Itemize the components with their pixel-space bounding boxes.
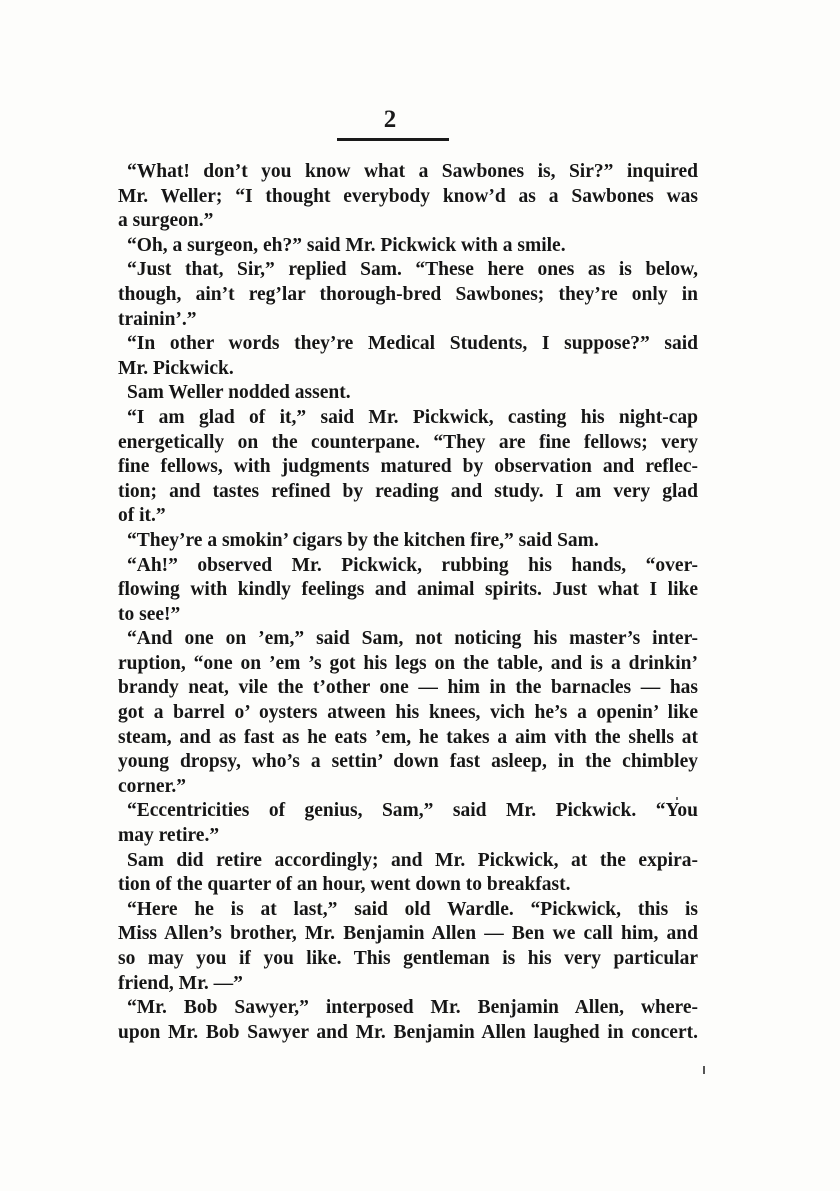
text-line: Sam Weller nodded assent. <box>127 382 351 404</box>
text-line: trainin’.” <box>118 308 197 330</box>
text-line: “In other words they’re Medical Students, I suppose?” said <box>127 333 698 355</box>
text-line: of it.” <box>118 505 166 527</box>
text-line: ruption, “one on ’em ’s got his legs on the table, and is a drinkin’ <box>118 652 698 674</box>
text-line: tion of the quarter of an hour, went down to breakfast. <box>118 874 571 896</box>
text-line: tion; and tastes refined by reading and study. I am very glad <box>118 480 698 502</box>
text-line: Sam did retire accordingly; and Mr. Pickwick, at the expira- <box>127 849 698 871</box>
text-line: corner.” <box>118 775 187 797</box>
text-line: “Mr. Bob Sawyer,” interposed Mr. Benjamin Allen, where- <box>127 997 698 1019</box>
text-line: Mr. Weller; “I thought everybody know’d as a Sawbones was <box>118 185 698 207</box>
text-line: got a barrel o’ oysters atween his knees, vich he’s a openin’ like <box>118 702 698 724</box>
text-line: though, ain’t reg’lar thorough-bred Sawbones; they’re only in <box>118 283 698 305</box>
text-line: flowing with kindly feelings and animal spirits. Just what I like <box>118 579 698 601</box>
text-line: “And one on ’em,” said Sam, not noticing his master’s inter- <box>127 628 698 650</box>
text-line: brandy neat, vile the t’other one — him in the barnacles — has <box>118 677 698 699</box>
text-line: “They’re a smokin’ cigars by the kitchen fire,” said Sam. <box>127 529 599 551</box>
text-line: “Eccentricities of genius, Sam,” said Mr. Pickwick. “You <box>127 800 698 822</box>
page-number-rule <box>337 138 449 141</box>
text-line: upon Mr. Bob Sawyer and Mr. Benjamin Allen laughed in concert. <box>118 1021 698 1043</box>
text-line: “I am glad of it,” said Mr. Pickwick, casting his night-cap <box>127 406 698 428</box>
page-number: 2 <box>383 106 397 133</box>
text-line: so may you if you like. This gentleman is his very particular <box>118 948 698 969</box>
text-line: to see!” <box>118 603 181 625</box>
text-line: “Here he is at last,” said old Wardle. “Pickwick, this is <box>127 898 698 920</box>
text-line: “Ah!” observed Mr. Pickwick, rubbing his hands, “over- <box>127 554 698 576</box>
text-line: Mr. Pickwick. <box>118 357 234 379</box>
text-line: fine fellows, with judgments matured by observation and reflec- <box>118 456 698 478</box>
margin-mark <box>703 1066 705 1074</box>
text-line: friend, Mr. —” <box>118 972 243 994</box>
text-line: may retire.” <box>118 825 220 847</box>
body-text <box>118 160 698 1045</box>
text-line: a surgeon.” <box>118 210 214 232</box>
text-line: “What! don’t you know what a Sawbones is, Sir?” inquired <box>127 161 698 182</box>
text-line: Miss Allen’s brother, Mr. Benjamin Allen — Ben we call him, and <box>118 923 698 945</box>
text-line: “Oh, a surgeon, eh?” said Mr. Pickwick with a smile. <box>127 234 566 256</box>
print-speck <box>676 797 678 800</box>
text-line: “Just that, Sir,” replied Sam. “These here ones as is below, <box>127 259 698 281</box>
text-line: energetically on the counterpane. “They are fine fellows; very <box>118 431 698 453</box>
text-line: young dropsy, who’s a settin’ down fast asleep, in the chimbley <box>118 751 698 773</box>
text-line: steam, and as fast as he eats ’em, he takes a aim vith the shells at <box>118 726 698 748</box>
